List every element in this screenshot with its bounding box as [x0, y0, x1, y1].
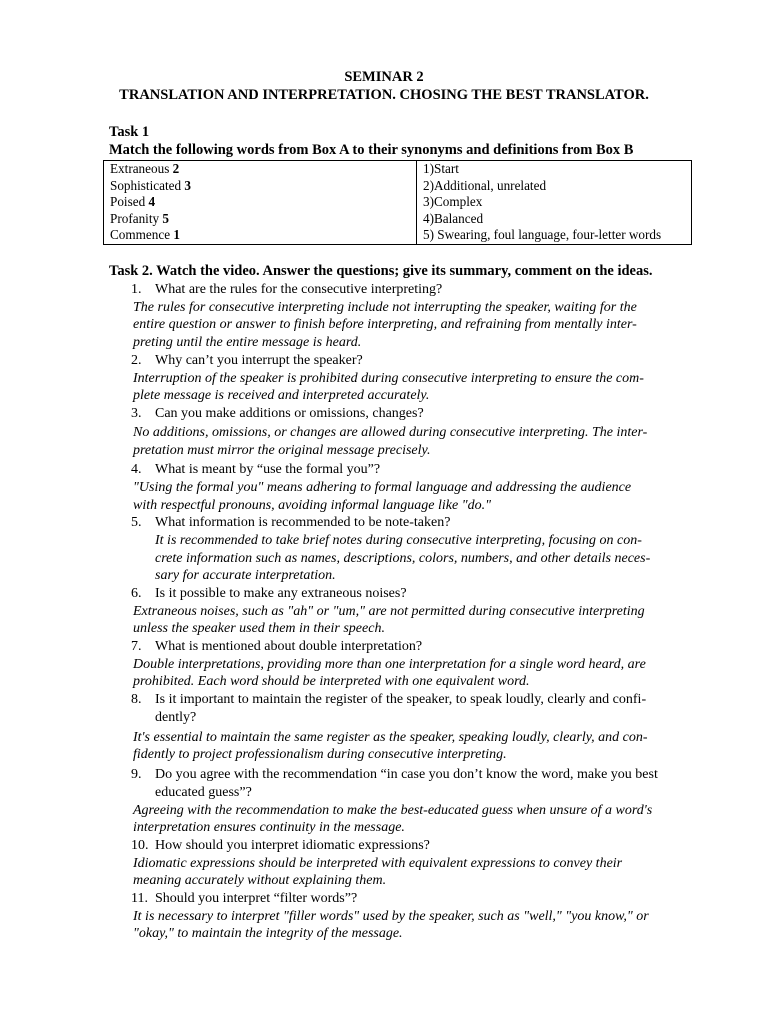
- box-a-word: Extraneous: [110, 161, 173, 176]
- answer-5-line-3: sary for accurate interpretation.: [155, 568, 336, 583]
- answer-9-line-2: interpretation ensures continuity in the message.: [133, 820, 405, 835]
- question-3: 3. Can you make additions or omissions, changes?: [131, 406, 424, 421]
- answer-3-line-1: No additions, omissions, or changes are allowed during consecutive interpreting. The inter-: [133, 425, 648, 440]
- answer-1-line-3: preting until the entire message is heard.: [133, 335, 362, 350]
- matching-table: [103, 160, 692, 245]
- seminar-title: SEMINAR 2: [344, 69, 424, 85]
- answer-11-line-2: "okay," to maintain the integrity of the message.: [133, 926, 403, 941]
- question-2: 2. Why can’t you interrupt the speaker?: [131, 353, 363, 368]
- answer-9-line-1: Agreeing with the recommendation to make the best-educated guess when unsure of a word's: [133, 803, 653, 818]
- table-row: [104, 194, 692, 211]
- question-5: 5. What information is recommended to be note-taken?: [131, 515, 451, 530]
- question-10: 10. How should you interpret idiomatic expressions?: [131, 838, 430, 853]
- match-number: 3: [184, 177, 191, 193]
- table-row: [104, 178, 692, 195]
- table-row: [104, 161, 692, 178]
- box-a-cell: [104, 194, 417, 211]
- box-a-cell: [104, 178, 417, 195]
- box-a-cell: [104, 227, 417, 244]
- task1-instruction: Match the following words from Box A to their synonyms and definitions from Box B: [109, 142, 634, 158]
- document-subtitle: TRANSLATION AND INTERPRETATION. CHOSING THE BEST TRANSLATOR.: [119, 87, 649, 103]
- question-9: 9. Do you agree with the recommendation “in case you don’t know the word, make you best: [131, 767, 658, 782]
- question-8-line-2: dently?: [155, 710, 197, 725]
- answer-4-line-2: with respectful pronouns, avoiding informal language like "do.": [133, 498, 491, 513]
- answer-2-line-2: plete message is received and interpreted accurately.: [133, 388, 430, 403]
- task2-heading: Task 2. Watch the video. Answer the questions; give its summary, comment on the ideas.: [109, 263, 653, 279]
- answer-7-line-1: Double interpretations, providing more than one interpretation for a single word heard, are: [133, 657, 646, 672]
- table-row: [104, 227, 692, 244]
- match-number: 1: [173, 227, 180, 243]
- match-number: 5: [162, 210, 169, 226]
- answer-2-line-1: Interruption of the speaker is prohibited during consecutive interpreting to ensure the com-: [133, 371, 644, 386]
- box-b-cell: 5) Swearing, foul language, four-letter words: [417, 227, 692, 244]
- question-9-line-2: educated guess”?: [155, 785, 252, 800]
- question-11: 11. Should you interpret “filter words”?: [131, 891, 358, 906]
- box-b-cell: 2)Additional, unrelated: [417, 178, 692, 195]
- answer-3-line-2: pretation must mirror the original message precisely.: [133, 443, 431, 458]
- question-8: 8. Is it important to maintain the register of the speaker, to speak loudly, clearly and confi-: [131, 692, 647, 707]
- box-b-cell: 3)Complex: [417, 194, 692, 211]
- box-a-cell: [104, 161, 417, 178]
- answer-8-line-2: fidently to project professionalism during consecutive interpreting.: [133, 747, 507, 762]
- answer-6-line-1: Extraneous noises, such as "ah" or "um," are not permitted during consecutive interpreting: [133, 604, 645, 619]
- box-a-cell: [104, 211, 417, 228]
- answer-1-line-1: The rules for consecutive interpreting include not interrupting the speaker, waiting for the: [133, 300, 637, 315]
- box-a-word: Sophisticated: [110, 177, 185, 193]
- answer-10-line-1: Idiomatic expressions should be interpreted with equivalent expressions to convey their: [133, 856, 623, 871]
- question-1: 1. What are the rules for the consecutive interpreting?: [131, 282, 443, 297]
- question-6: 6. Is it possible to make any extraneous noises?: [131, 586, 407, 601]
- answer-5-line-2: crete information such as names, descriptions, colors, numbers, and other details neces-: [155, 551, 651, 566]
- box-a-word: Poised: [110, 194, 149, 210]
- answer-4-line-1: "Using the formal you" means adhering to formal language and addressing the audience: [133, 480, 632, 495]
- answer-1-line-2: entire question or answer to finish before interpreting, and refraining from mentally inter-: [133, 317, 637, 332]
- question-4: 4. What is meant by “use the formal you”?: [131, 462, 381, 477]
- question-7: 7. What is mentioned about double interpretation?: [131, 639, 423, 654]
- task1-heading: Task 1: [109, 124, 150, 140]
- box-a-word: Profanity: [110, 210, 163, 226]
- box-a-word: Commence: [110, 227, 174, 243]
- match-number: 2: [172, 161, 180, 176]
- table-row: [104, 211, 692, 228]
- answer-8-line-1: It's essential to maintain the same register as the speaker, speaking loudly, clearly, and con-: [133, 730, 648, 745]
- answer-10-line-2: meaning accurately without explaining them.: [133, 873, 387, 888]
- answer-11-line-1: It is necessary to interpret "filler words" used by the speaker, such as "well," "you know," or: [133, 909, 649, 924]
- answer-5-line-1: It is recommended to take brief notes during consecutive interpreting, focusing on con-: [155, 533, 642, 548]
- box-b-cell: 4)Balanced: [417, 211, 692, 228]
- match-number: 4: [148, 194, 156, 210]
- box-b-cell: 1)Start: [417, 161, 692, 178]
- answer-6-line-2: unless the speaker used them in their speech.: [133, 621, 385, 636]
- answer-7-line-2: prohibited. Each word should be interpreted with one equivalent word.: [133, 674, 530, 689]
